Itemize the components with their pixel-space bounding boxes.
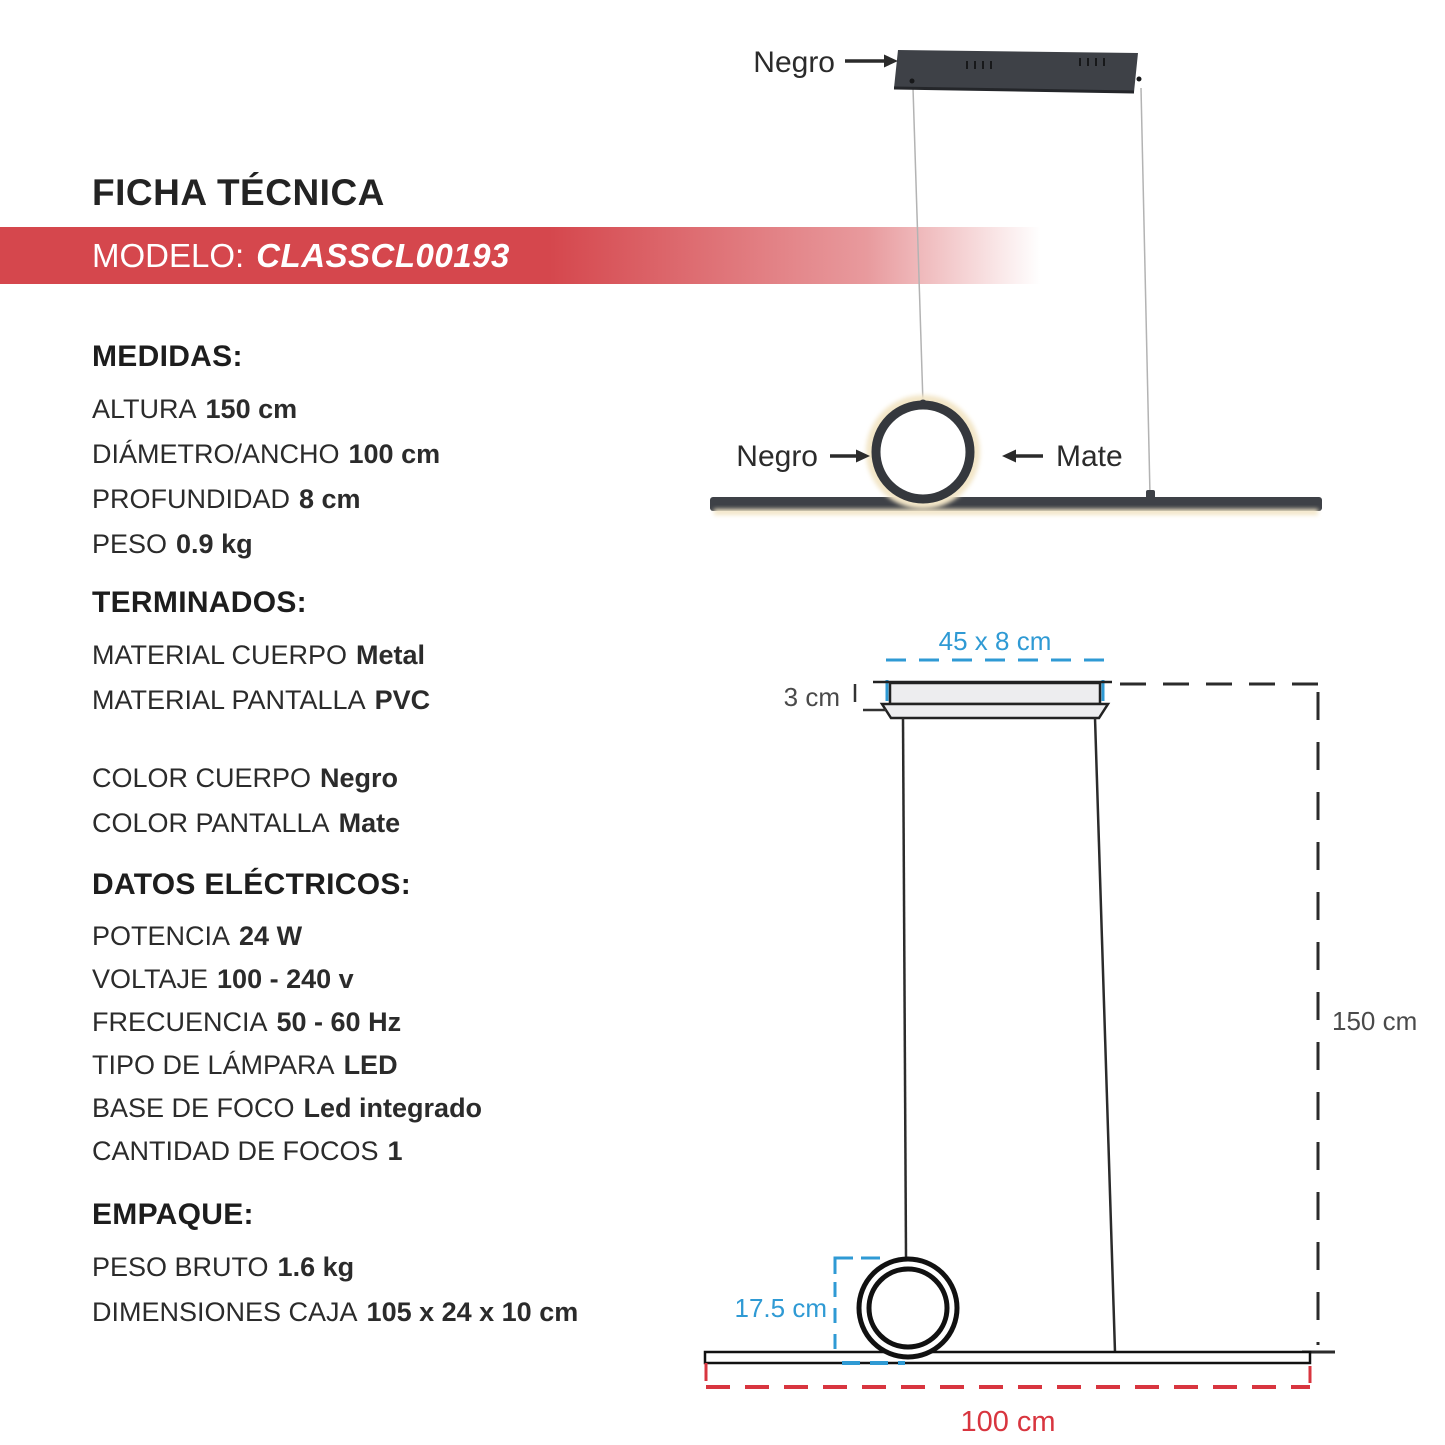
section-empaque — [92, 1198, 578, 1335]
spec-row-material-cuerpo — [92, 633, 430, 678]
spec-label: TIPO DE LÁMPARA — [92, 1050, 335, 1080]
spec-row-frecuencia — [92, 1001, 482, 1044]
diagram-bar — [705, 1352, 1310, 1363]
canopy-dims-label: 45 x 8 cm — [938, 626, 1052, 656]
spec-value: 100 - 240 v — [217, 964, 354, 994]
ring-diameter-label: 17.5 cm — [734, 1293, 827, 1323]
section-datos-electricos — [92, 868, 482, 1173]
spec-label: PESO — [92, 529, 168, 559]
diagram-canopy-flange — [882, 704, 1108, 718]
spec-value: Negro — [320, 763, 399, 793]
spec-value: 105 x 24 x 10 cm — [366, 1297, 579, 1327]
spec-row-potencia — [92, 915, 482, 958]
spec-value: PVC — [374, 685, 431, 715]
ring-body — [876, 405, 970, 499]
spec-row-base-foco — [92, 1087, 482, 1130]
diagram-wire-left — [903, 718, 906, 1257]
spec-value: 0.9 kg — [176, 529, 253, 559]
spec-label: COLOR PANTALLA — [92, 808, 330, 838]
spec-label: DIMENSIONES CAJA — [92, 1297, 358, 1327]
spec-row-profundidad — [92, 477, 440, 522]
spec-value: 50 - 60 Hz — [276, 1007, 402, 1037]
ring-dim-corner — [835, 1258, 853, 1274]
spec-row-color-cuerpo — [92, 756, 430, 801]
canopy-screw-right — [1137, 77, 1142, 82]
spec-label: MATERIAL CUERPO — [92, 640, 348, 670]
model-number: CLASSCL00193 — [256, 236, 510, 274]
dimension-diagram — [680, 600, 1445, 1445]
spec-row-altura — [92, 387, 440, 432]
shade-finish-label: Mate — [1056, 440, 1123, 473]
arrow-right-canopy-icon — [845, 55, 898, 68]
canopy-screw-left — [910, 79, 915, 84]
spec-row-peso-bruto — [92, 1245, 578, 1290]
section-terminados-heading: TERMINADOS: — [92, 586, 307, 619]
spec-label: PESO BRUTO — [92, 1252, 269, 1282]
spec-label: ALTURA — [92, 394, 197, 424]
spec-label: FRECUENCIA — [92, 1007, 268, 1037]
spec-label: BASE DE FOCO — [92, 1093, 295, 1123]
ring-color-label: Negro — [736, 440, 818, 473]
spec-label: PROFUNDIDAD — [92, 484, 291, 514]
spec-label: POTENCIA — [92, 921, 231, 951]
ceiling-canopy — [894, 50, 1138, 92]
section-empaque-heading: EMPAQUE: — [92, 1198, 254, 1231]
arrow-left-shade-icon — [1002, 450, 1043, 463]
ring-top-mount — [919, 400, 928, 409]
diagram-wire-right — [1095, 718, 1115, 1352]
canopy-color-label: Negro — [753, 46, 835, 79]
spec-label: MATERIAL PANTALLA — [92, 685, 366, 715]
spec-label: CANTIDAD DE FOCOS — [92, 1136, 379, 1166]
spec-row-color-pantalla — [92, 801, 430, 846]
spec-row-voltaje — [92, 958, 482, 1001]
spec-value: Led integrado — [303, 1093, 483, 1123]
section-datos-heading: DATOS ELÉCTRICOS: — [92, 868, 412, 901]
spec-row-peso — [92, 522, 440, 567]
spec-row-diametro — [92, 432, 440, 477]
arrow-right-ring-icon — [830, 450, 870, 463]
spec-value: 8 cm — [299, 484, 361, 514]
bar-wire-mount — [1146, 490, 1155, 499]
suspension-height-label: 150 cm — [1332, 1006, 1418, 1036]
led-bar — [710, 497, 1322, 511]
spec-label: COLOR CUERPO — [92, 763, 312, 793]
spec-row-dimensiones-caja — [92, 1290, 578, 1335]
diagram-canopy-body — [890, 683, 1100, 704]
spec-value: 150 cm — [205, 394, 298, 424]
canopy-height-label: 3 cm — [783, 682, 840, 712]
section-medidas — [92, 340, 440, 567]
spec-value: LED — [343, 1050, 398, 1080]
spec-value: 1 — [387, 1136, 403, 1166]
section-medidas-heading: MEDIDAS: — [92, 340, 243, 373]
spec-value: 1.6 kg — [277, 1252, 355, 1282]
spec-row-material-pantalla — [92, 678, 430, 723]
suspension-wire-left — [913, 88, 923, 404]
bar-length-label: 100 cm — [960, 1406, 1056, 1438]
section-terminados — [92, 586, 430, 846]
spec-row-cantidad-focos — [92, 1130, 482, 1173]
spec-value: 24 W — [239, 921, 303, 951]
diagram-ring-outer — [859, 1259, 957, 1357]
spec-value: Metal — [356, 640, 426, 670]
model-label: MODELO: — [92, 236, 245, 274]
led-bar-glow — [714, 509, 1318, 515]
product-photo — [680, 0, 1445, 560]
spec-label: VOLTAJE — [92, 964, 209, 994]
spec-value: Mate — [338, 808, 401, 838]
suspension-wire-right — [1141, 88, 1150, 495]
spec-row-tipo-lampara — [92, 1044, 482, 1087]
spec-value: 100 cm — [348, 439, 441, 469]
page-title: FICHA TÉCNICA — [92, 172, 385, 213]
spec-label: DIÁMETRO/ANCHO — [92, 439, 340, 469]
